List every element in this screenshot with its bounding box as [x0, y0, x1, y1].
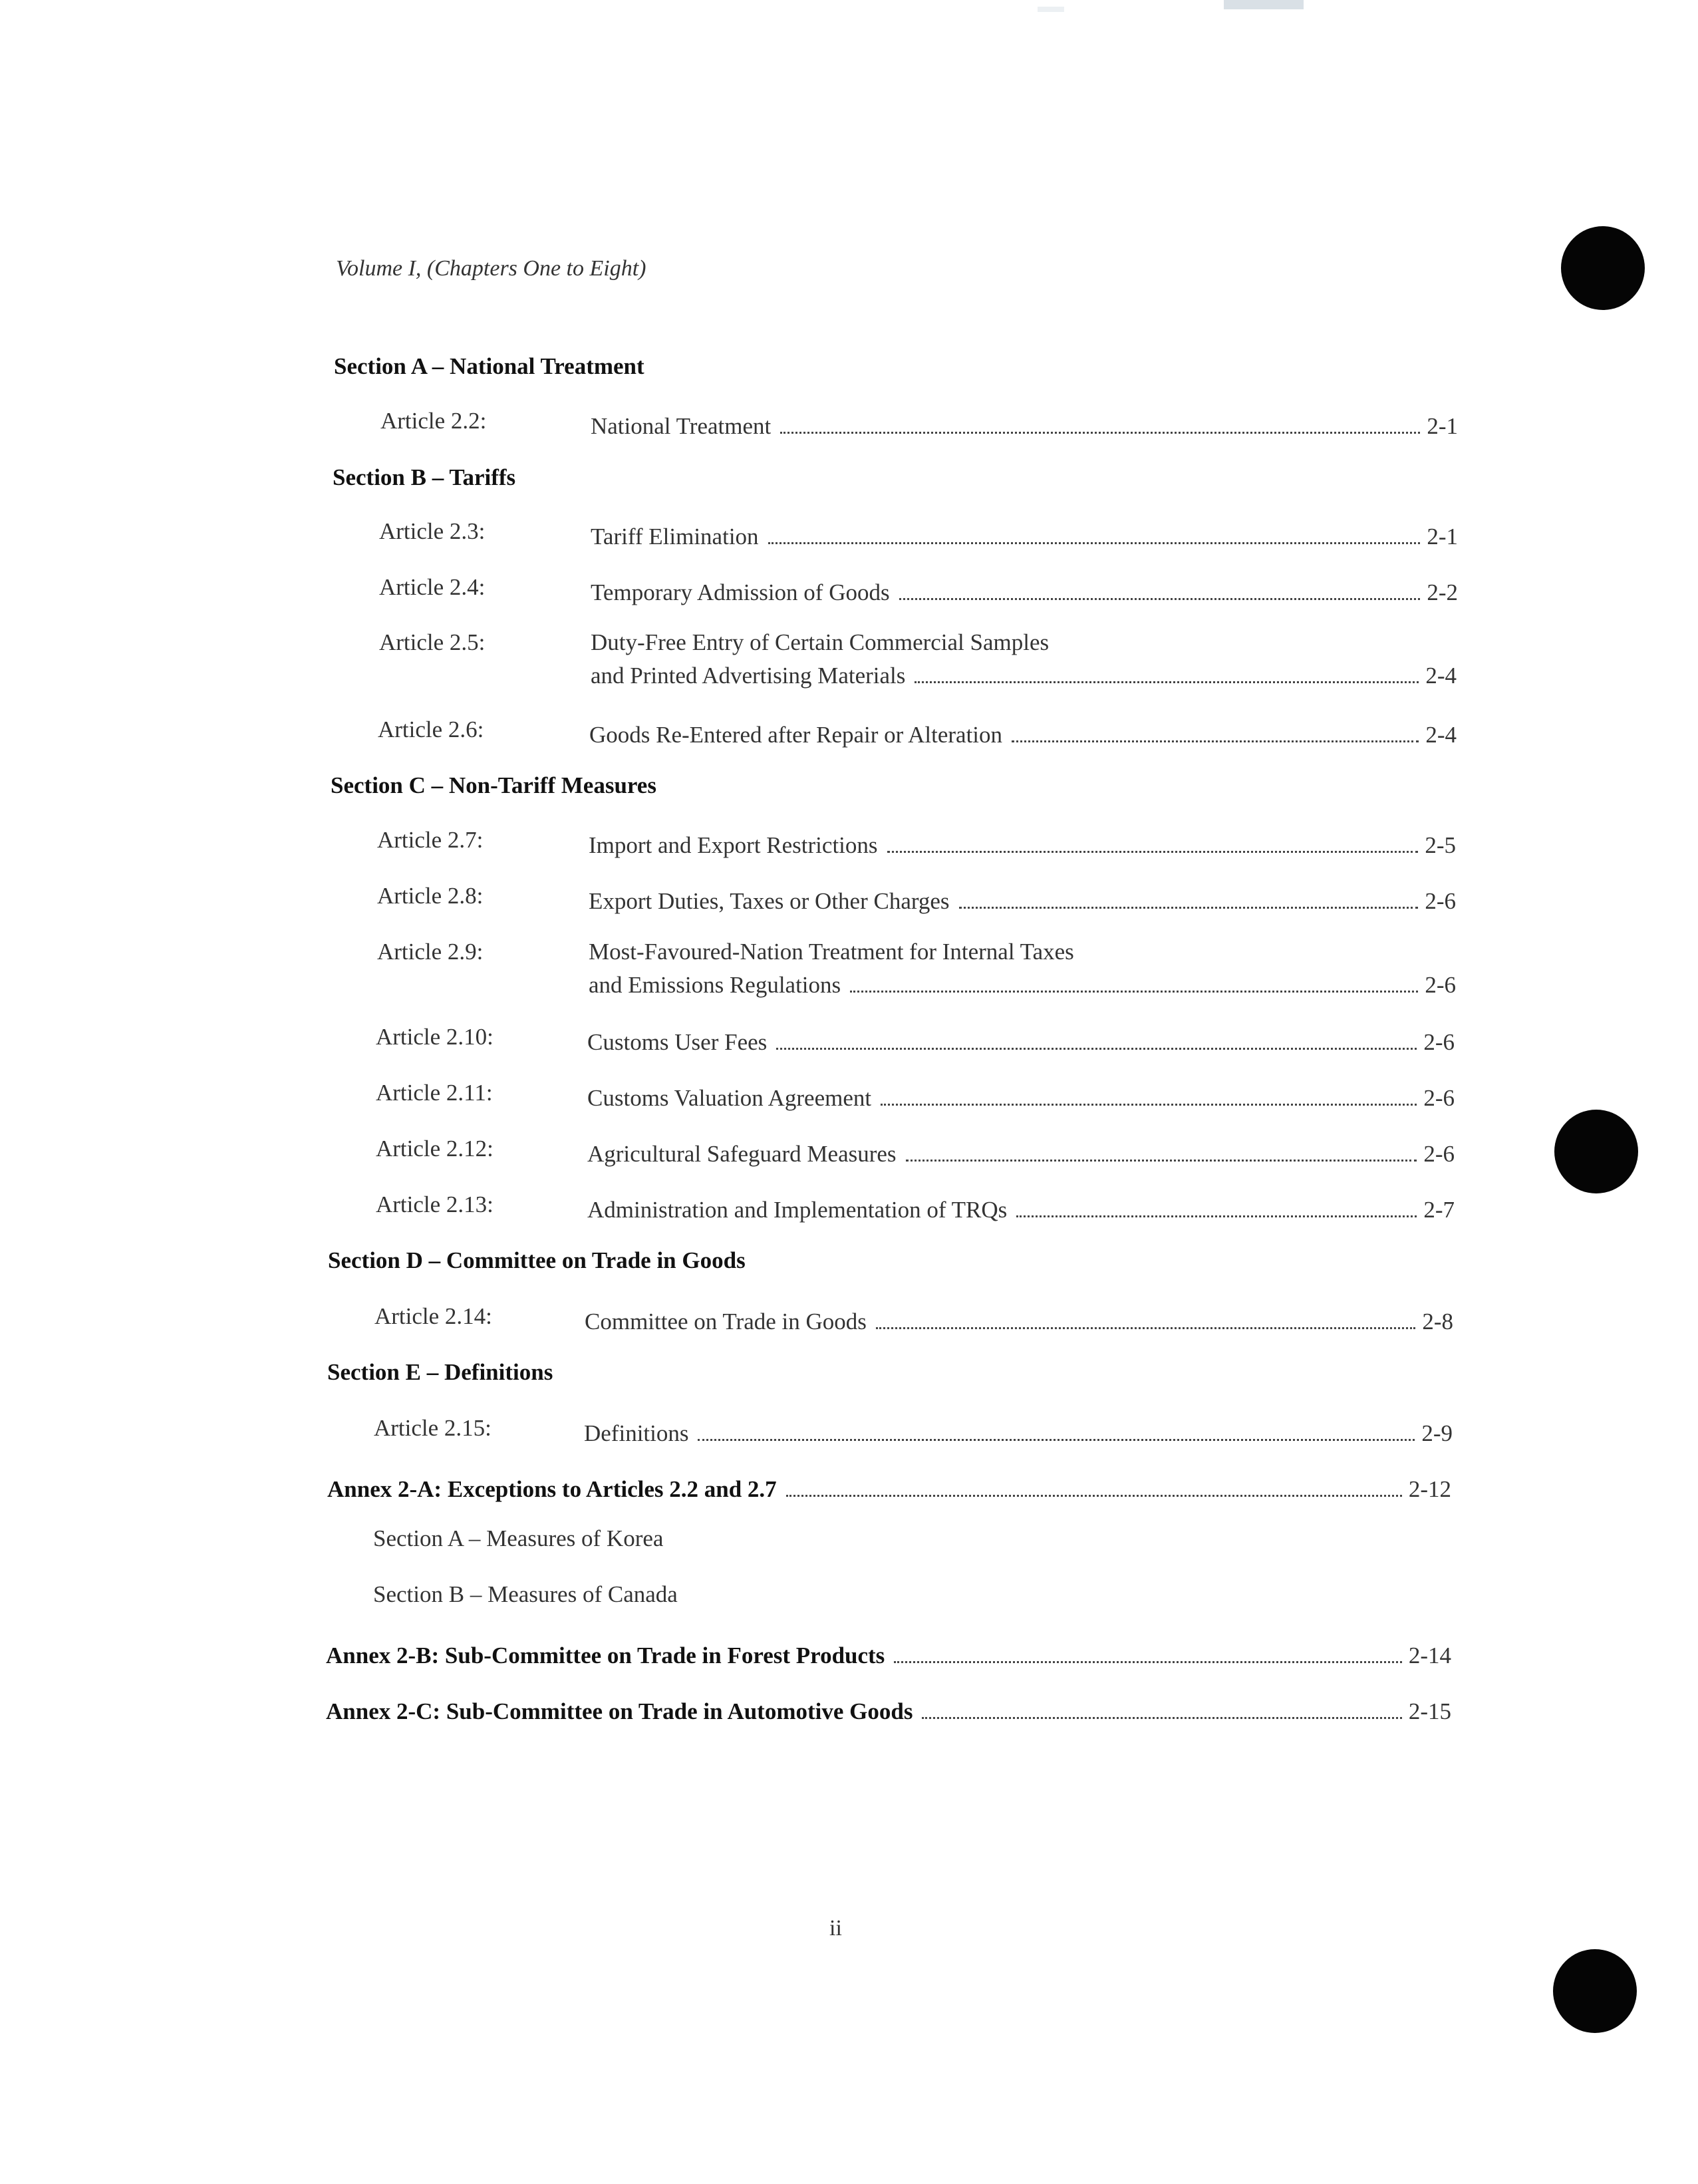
toc-article-row[interactable]	[377, 882, 1456, 914]
toc-leader	[587, 1079, 1455, 1112]
toc-article-row[interactable]	[379, 573, 1458, 605]
dot-leader	[915, 681, 1419, 683]
toc-annex-row[interactable]	[327, 1470, 1451, 1502]
page-reference: 2-14	[1408, 1642, 1451, 1668]
annex-subsection[interactable]: Section B – Measures of Canada	[373, 1581, 678, 1607]
dot-leader	[876, 1326, 1415, 1329]
toc-leader	[589, 716, 1457, 749]
toc-leader	[587, 1135, 1455, 1168]
section-d-heading[interactable]: Section D – Committee on Trade in Goods	[328, 1247, 746, 1273]
dot-leader	[850, 990, 1418, 993]
article-number: Article 2.4:	[379, 574, 486, 600]
section-b-heading[interactable]: Section B – Tariffs	[333, 464, 516, 490]
article-title: Administration and Implementation of TRQs	[587, 1197, 1008, 1223]
article-number: Article 2.11:	[376, 1080, 493, 1106]
volume-header: Volume I, (Chapters One to Eight)	[336, 256, 646, 281]
article-title-line-1: Duty-Free Entry of Certain Commercial Samples	[591, 629, 1050, 655]
toc-leader	[591, 573, 1458, 607]
article-title: Import and Export Restrictions	[589, 832, 878, 858]
page-reference: 2-1	[1427, 413, 1458, 439]
toc-article-row[interactable]	[374, 1414, 1453, 1446]
article-number: Article 2.12:	[376, 1136, 494, 1162]
toc-leader	[326, 1637, 1451, 1670]
annex-title: Annex 2-A: Exceptions to Articles 2.2 and 2.7	[327, 1476, 777, 1502]
dot-leader	[698, 1438, 1415, 1441]
article-title: National Treatment	[591, 413, 772, 439]
toc-leader	[587, 1023, 1455, 1056]
article-title: Definitions	[584, 1420, 689, 1446]
dot-leader	[922, 1716, 1401, 1719]
annex-title: Annex 2-B: Sub-Committee on Trade in Forest Products	[326, 1642, 885, 1668]
dot-leader	[786, 1494, 1402, 1497]
toc-leader	[585, 1303, 1453, 1336]
dot-leader	[906, 1159, 1417, 1162]
page-reference: 2-9	[1421, 1420, 1453, 1446]
article-title: Goods Re-Entered after Repair or Alteration	[589, 722, 1003, 748]
dot-leader	[894, 1660, 1402, 1663]
article-number: Article 2.8:	[377, 883, 484, 909]
article-title: Export Duties, Taxes or Other Charges	[589, 888, 950, 914]
page-reference: 2-2	[1427, 579, 1458, 605]
article-title: Customs Valuation Agreement	[587, 1085, 872, 1111]
annex-title: Annex 2-C: Sub-Committee on Trade in Automotive Goods	[326, 1698, 913, 1724]
toc-leader	[587, 1191, 1455, 1224]
dot-leader	[887, 850, 1419, 853]
dot-leader	[1016, 1215, 1417, 1217]
page-reference: 2-6	[1423, 1085, 1455, 1111]
article-title: and Printed Advertising Materials	[591, 663, 906, 689]
toc-leader	[589, 826, 1456, 859]
toc-article-row[interactable]	[376, 1023, 1455, 1055]
dot-leader	[776, 1047, 1417, 1050]
toc-article-row[interactable]	[379, 518, 1458, 549]
article-number: Article 2.3:	[379, 518, 486, 544]
page-reference: 2-5	[1425, 832, 1456, 858]
article-title-line-1: Most-Favoured-Nation Treatment for Internal Taxes	[589, 939, 1074, 965]
toc-article-row[interactable]	[379, 629, 1457, 690]
page-reference: 2-6	[1423, 1141, 1455, 1167]
page-reference: 2-15	[1408, 1698, 1451, 1724]
toc-article-row[interactable]	[377, 938, 1456, 999]
article-number: Article 2.15:	[374, 1415, 492, 1441]
toc-leader	[589, 882, 1456, 915]
section-c-heading[interactable]: Section C – Non-Tariff Measures	[331, 772, 656, 798]
dot-leader	[881, 1103, 1417, 1106]
article-title: Agricultural Safeguard Measures	[587, 1141, 897, 1167]
page-reference: 2-6	[1425, 888, 1456, 914]
toc-article-row[interactable]	[380, 407, 1458, 439]
page-reference: 2-6	[1423, 1029, 1455, 1055]
dot-leader	[899, 597, 1421, 600]
section-e-heading[interactable]: Section E – Definitions	[327, 1359, 553, 1385]
toc-leader	[589, 966, 1456, 999]
toc-leader	[327, 1470, 1451, 1503]
article-number: Article 2.9:	[377, 939, 484, 965]
toc-article-row[interactable]	[378, 716, 1457, 748]
toc-leader	[591, 657, 1457, 690]
toc-article-row[interactable]	[377, 826, 1456, 858]
toc-article-row[interactable]	[376, 1135, 1455, 1167]
dot-leader	[768, 542, 1421, 544]
article-number: Article 2.2:	[380, 408, 487, 434]
article-title: Temporary Admission of Goods	[591, 579, 890, 605]
page-reference: 2-4	[1425, 722, 1457, 748]
annex-subsection[interactable]: Section A – Measures of Korea	[373, 1525, 664, 1551]
article-number: Article 2.6:	[378, 716, 484, 742]
article-title: Committee on Trade in Goods	[585, 1309, 867, 1334]
page-reference: 2-8	[1422, 1309, 1453, 1334]
page-reference: 2-12	[1408, 1476, 1451, 1502]
dot-leader	[780, 431, 1420, 434]
toc-leader	[584, 1414, 1453, 1448]
dot-leader	[1012, 740, 1419, 742]
article-title: and Emissions Regulations	[589, 972, 841, 998]
article-number: Article 2.10:	[376, 1024, 494, 1050]
page-reference: 2-4	[1425, 663, 1457, 689]
toc-leader	[326, 1692, 1451, 1726]
page-number: ii	[829, 1916, 842, 1941]
toc-annex-row[interactable]	[326, 1637, 1451, 1668]
toc-article-row[interactable]	[376, 1079, 1455, 1111]
article-number: Article 2.7:	[377, 827, 484, 853]
toc-article-row[interactable]	[374, 1303, 1453, 1334]
toc-article-row[interactable]	[376, 1191, 1455, 1223]
page-reference: 2-1	[1427, 524, 1458, 549]
dot-leader	[959, 906, 1419, 909]
article-number: Article 2.14:	[374, 1303, 492, 1329]
article-number: Article 2.5:	[379, 629, 486, 655]
page-reference: 2-7	[1423, 1197, 1455, 1223]
article-number: Article 2.13:	[376, 1191, 494, 1217]
toc-annex-row[interactable]	[326, 1692, 1451, 1724]
article-title: Tariff Elimination	[591, 524, 759, 549]
toc-leader	[591, 518, 1458, 551]
section-a-heading[interactable]: Section A – National Treatment	[334, 353, 644, 379]
article-title: Customs User Fees	[587, 1029, 768, 1055]
toc-leader	[591, 407, 1458, 440]
page-reference: 2-6	[1425, 972, 1456, 998]
